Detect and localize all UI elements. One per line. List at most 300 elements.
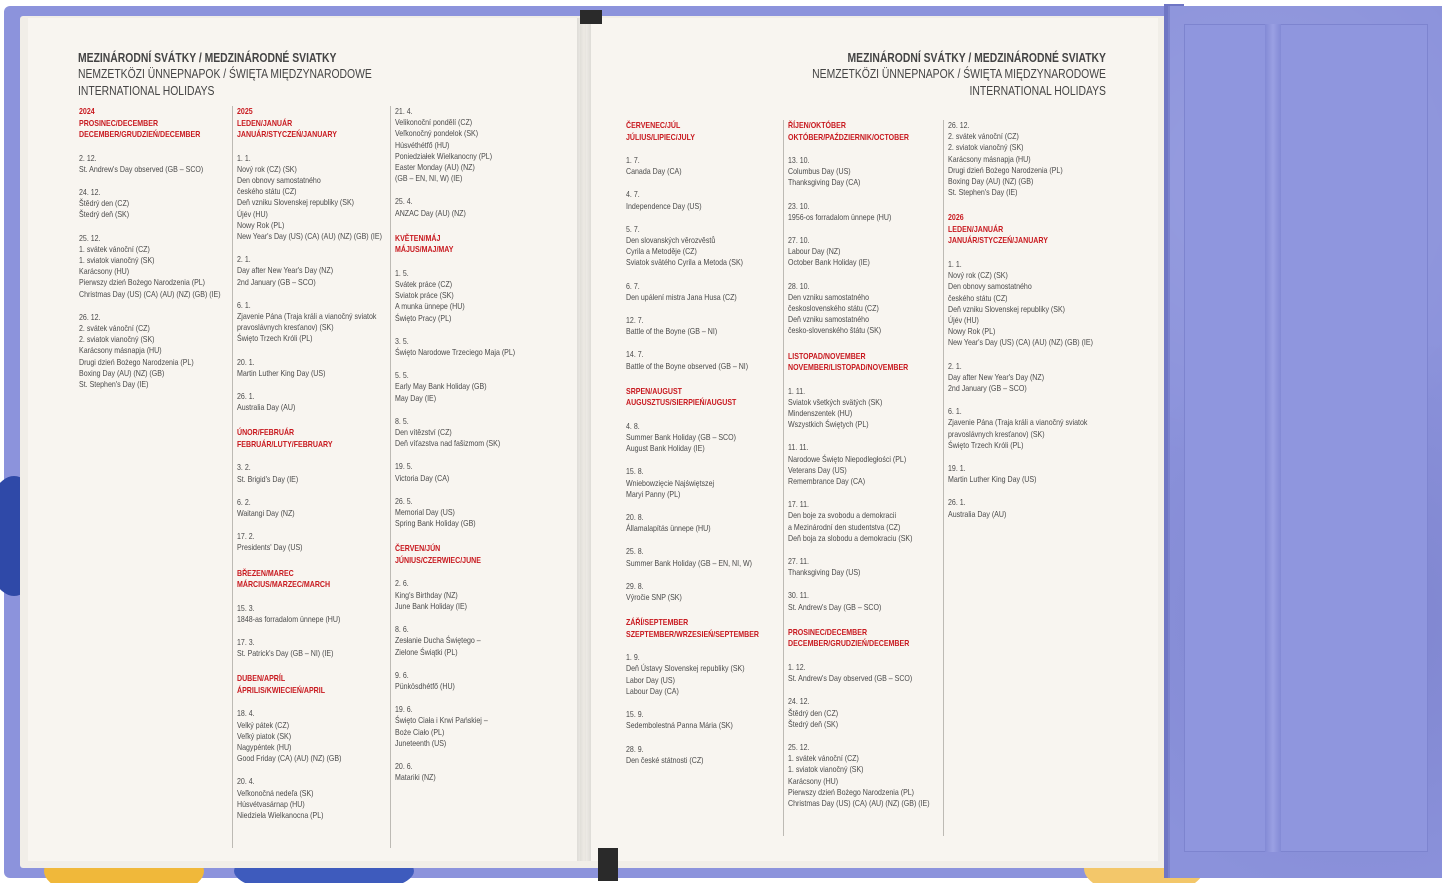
holiday-date: 24. 12. — [79, 187, 101, 197]
holiday-name: Sviatok všetkých svätých (SK) — [788, 397, 883, 407]
holiday-name: a Mezinárodní den studentstva (CZ) — [788, 522, 901, 532]
holiday-date: 3. 2. — [237, 463, 251, 473]
holiday-name: Karácsony (HU) — [788, 776, 839, 786]
month-heading — [395, 543, 528, 566]
holiday-entry — [237, 300, 392, 345]
holiday-name: Sviatok svätého Cyrila a Metoda (SK) — [626, 258, 744, 268]
holiday-name: Államalapítás ünnepe (HU) — [626, 524, 711, 534]
holiday-entry — [395, 670, 550, 692]
holiday-name: Deň vzniku Slovenskej republiky (SK) — [948, 304, 1066, 314]
header-subtitle: NEMZETKÖZI ÜNNEPNAPOK / ŚWIĘTA MIĘDZYNARODOWE — [812, 67, 1106, 81]
holiday-name: Nový rok (CZ) (SK) — [948, 271, 1008, 281]
holiday-date: 1. 12. — [788, 662, 806, 672]
month-heading — [395, 233, 528, 256]
holiday-date: 25. 4. — [395, 197, 413, 207]
month-heading-line: NOVEMBER/LISTOPAD/NOVEMBER — [788, 363, 909, 373]
holiday-entry — [237, 531, 392, 553]
holiday-name: Drugi dzień Bożego Narodzenia (PL) — [79, 357, 194, 367]
holiday-name: Boże Ciało (PL) — [395, 727, 445, 737]
holiday-entry — [237, 357, 392, 379]
holiday-date: 20. 8. — [626, 513, 644, 523]
month-heading-line: 2026 — [948, 213, 964, 223]
holiday-name: Thanksgiving Day (US) — [788, 568, 861, 578]
holiday-name: Memorial Day (US) — [395, 508, 455, 518]
holiday-entry — [626, 546, 786, 568]
holiday-date: 15. 9. — [626, 710, 644, 720]
holiday-name: Martin Luther King Day (US) — [948, 475, 1037, 485]
month-heading-line: 2025 — [237, 107, 253, 116]
month-heading-line: ŘÍJEN/OKTÓBER — [788, 121, 846, 130]
holiday-name: Újév (HU) — [237, 209, 268, 219]
holiday-name: 2. svátek vánoční (CZ) — [948, 132, 1019, 142]
holiday-entry — [237, 497, 392, 519]
holiday-entry — [948, 120, 1103, 198]
holiday-name: Den obnovy samostatného — [948, 282, 1032, 292]
holiday-name: československého státu (CZ) — [788, 304, 879, 314]
holiday-column — [79, 106, 239, 404]
holiday-date: 17. 2. — [237, 532, 255, 542]
holiday-entry — [395, 336, 550, 358]
holiday-date: 20. 6. — [395, 761, 413, 771]
holiday-name: Cyrila a Metoděje (CZ) — [626, 247, 697, 257]
month-heading-line: DUBEN/APRÍL — [237, 674, 286, 684]
holiday-date: 5. 7. — [626, 224, 640, 234]
holiday-name: 1956-os forradalom ünnepe (HU) — [788, 212, 892, 222]
holiday-date: 2. 1. — [948, 361, 962, 371]
holiday-name: Summer Bank Holiday (GB – EN, NI, W) — [626, 558, 752, 568]
holiday-date: 23. 10. — [788, 201, 810, 211]
holiday-name: Waitangi Day (NZ) — [237, 508, 295, 518]
header-subtitle-en: INTERNATIONAL HOLIDAYS — [78, 84, 215, 98]
month-heading-line: DECEMBER/GRUDZIEŃ/DECEMBER — [79, 130, 201, 139]
holiday-name: Zjavenie Pána (Traja králi a vianočný sviatok — [948, 418, 1088, 428]
holiday-name: New Year's Day (US) (CA) (AU) (NZ) (GB) (IE) — [237, 231, 382, 241]
holiday-name: Święto Narodowe Trzeciego Maja (PL) — [395, 348, 516, 358]
holiday-name: St. Andrew's Day (GB – SCO) — [788, 602, 882, 612]
month-group — [395, 106, 550, 219]
holiday-name: Štědrý den (CZ) — [788, 708, 839, 718]
holiday-date: 27. 11. — [788, 557, 810, 567]
holiday-date: 2. 12. — [79, 153, 97, 163]
holiday-entry — [948, 361, 1103, 395]
holiday-name: Nagypéntek (HU) — [237, 743, 292, 752]
holiday-name: Martin Luther King Day (US) — [237, 368, 326, 378]
holiday-date: 26. 12. — [948, 121, 970, 130]
holiday-name: Velký pátek (CZ) — [237, 720, 290, 730]
holiday-name: pravoslávnych kresťanov) (SK) — [237, 323, 334, 333]
month-heading-line: JÚNIUS/CZERWIEC/JUNE — [395, 555, 481, 565]
holiday-entry — [788, 201, 943, 223]
holiday-name: Christmas Day (US) (CA) (AU) (NZ) (GB) (IE) — [79, 289, 221, 299]
holiday-name: St. Stephen's Day (IE) — [948, 188, 1018, 198]
holiday-entry — [395, 461, 550, 483]
holiday-date: 5. 5. — [395, 371, 409, 381]
holiday-date: 26. 12. — [79, 312, 101, 322]
month-group — [395, 543, 550, 783]
holiday-entry — [237, 708, 392, 764]
holiday-entry — [237, 462, 392, 484]
holiday-entry — [626, 512, 786, 534]
flap-panel — [1184, 24, 1428, 852]
holiday-name: Canada Day (CA) — [626, 167, 682, 177]
holiday-date: 28. 10. — [788, 281, 810, 291]
month-heading — [788, 627, 921, 650]
holiday-date: 2. 1. — [237, 255, 251, 265]
holiday-entry — [626, 155, 786, 177]
holiday-date: 24. 12. — [788, 697, 810, 707]
holiday-name: Niedziela Wielkanocna (PL) — [237, 811, 324, 821]
holiday-name: 1. sviatok vianočný (SK) — [788, 765, 864, 775]
holiday-entry — [79, 153, 239, 175]
month-group — [948, 120, 1103, 198]
holiday-date: 26. 5. — [395, 496, 413, 506]
holiday-name: New Year's Day (US) (CA) (AU) (NZ) (GB) (IE) — [948, 338, 1093, 348]
holiday-name: Deň víťazstva nad fašizmom (SK) — [395, 439, 501, 449]
holiday-entry — [395, 761, 550, 783]
holiday-name: Good Friday (CA) (AU) (NZ) (GB) — [237, 754, 342, 764]
month-group — [626, 386, 786, 603]
holiday-date: 15. 8. — [626, 467, 644, 477]
holiday-name: 1. sviatok vianočný (SK) — [79, 255, 155, 265]
holiday-name: Labour Day (CA) — [626, 686, 679, 696]
month-heading — [237, 427, 370, 450]
holiday-date: 11. 11. — [788, 443, 809, 453]
holiday-date: 25. 12. — [788, 742, 810, 752]
month-heading-line: OKTÓBER/PAŹDZIERNIK/OCTOBER — [788, 132, 910, 142]
holiday-name: Early May Bank Holiday (GB) — [395, 382, 487, 392]
month-group — [237, 106, 392, 413]
month-heading — [79, 106, 217, 141]
month-heading-line: BŘEZEN/MAREC — [237, 568, 294, 578]
holiday-date: 1. 7. — [626, 156, 640, 165]
month-heading-line: DECEMBER/GRUDZIEŃ/DECEMBER — [788, 639, 910, 649]
holiday-column — [390, 106, 550, 848]
holiday-name: Australia Day (AU) — [237, 403, 296, 413]
holiday-name: Zjavenie Pána (Traja králi a vianočný sviatok — [237, 311, 377, 321]
holiday-date: 6. 7. — [626, 281, 640, 291]
holiday-entry — [237, 637, 392, 659]
holiday-date: 19. 1. — [948, 463, 966, 473]
holiday-entry — [395, 268, 550, 324]
holiday-name: Święto Ciała i Krwi Pańskiej – — [395, 716, 488, 726]
holiday-entry — [788, 281, 943, 337]
month-heading — [237, 568, 370, 591]
holiday-name: 2nd January (GB – SCO) — [948, 383, 1027, 393]
holiday-date: 8. 5. — [395, 416, 409, 426]
holiday-name: Thanksgiving Day (CA) — [788, 178, 861, 188]
holiday-name: Battle of the Boyne (GB – NI) — [626, 327, 718, 337]
left-page-header — [78, 50, 432, 100]
holiday-name: Wszystkich Świętych (PL) — [788, 420, 869, 430]
month-heading-line: KVĚTEN/MÁJ — [395, 233, 441, 243]
holiday-name: Den slovanských věrozvěstů — [626, 236, 716, 246]
holiday-date: 9. 6. — [395, 670, 409, 680]
holiday-entry — [626, 581, 786, 603]
holiday-date: 17. 11. — [788, 500, 810, 510]
month-heading-line: SZEPTEMBER/WRZESIEŃ/SEPTEMBER — [626, 629, 760, 639]
holiday-name: Święto Pracy (PL) — [395, 313, 452, 323]
holiday-name: Húsvétvasárnap (HU) — [237, 799, 305, 809]
holiday-name: Sedembolestná Panna Mária (SK) — [626, 721, 733, 731]
holiday-name: Zielone Świątki (PL) — [395, 647, 458, 657]
month-heading-line: ÁPRILIS/KWIECIEŃ/APRIL — [237, 685, 326, 695]
holiday-name: Mindenszentek (HU) — [788, 409, 853, 419]
holiday-name: Nový rok (CZ) (SK) — [237, 164, 297, 174]
holiday-date: 13. 10. — [788, 156, 810, 165]
holiday-name: Karácsony másnapja (HU) — [79, 346, 162, 356]
holiday-name: Presidents' Day (US) — [237, 543, 303, 553]
holiday-name: 2. sviatok vianočný (SK) — [948, 143, 1024, 153]
month-heading-line: ČERVENEC/JÚL — [626, 121, 681, 130]
holiday-entry — [395, 496, 550, 530]
holiday-date: 6. 1. — [948, 407, 962, 417]
holiday-entry — [948, 406, 1103, 451]
holiday-name: Labor Day (US) — [626, 675, 675, 685]
holiday-entry — [788, 235, 943, 269]
holiday-name: Štědrý den (CZ) — [79, 199, 130, 209]
holiday-name: českého státu (CZ) — [948, 293, 1008, 303]
holiday-name: Húsvéthétfő (HU) — [395, 140, 450, 150]
holiday-name: 1848-as forradalom ünnepe (HU) — [237, 614, 341, 624]
holiday-entry — [237, 254, 392, 288]
holiday-name: Svátek práce (CZ) — [395, 280, 453, 290]
month-heading-line: ZÁŘÍ/SEPTEMBER — [626, 618, 689, 628]
month-heading-line: PROSINEC/DECEMBER — [788, 627, 868, 637]
holiday-date: 18. 4. — [237, 709, 255, 719]
holiday-name: King's Birthday (NZ) — [395, 590, 458, 600]
month-heading-line: LEDEN/JANUÁR — [237, 118, 293, 128]
holiday-name: Sviatok práce (SK) — [395, 291, 454, 301]
holiday-name: Deň boja za slobodu a demokraciu (SK) — [788, 533, 913, 543]
holiday-entry — [395, 704, 550, 749]
holiday-name: August Bank Holiday (IE) — [626, 444, 705, 454]
month-heading-line: FEBRUÁR/LUTY/FEBRUARY — [237, 439, 333, 449]
holiday-date: 8. 6. — [395, 625, 409, 635]
holiday-entry — [237, 391, 392, 413]
holiday-name: Drugi dzień Bożego Narodzenia (PL) — [948, 165, 1063, 175]
holiday-entry — [626, 349, 786, 371]
month-group — [79, 106, 239, 390]
holiday-name: Wniebowzięcie Najświętszej — [626, 478, 715, 488]
holiday-name: Nowy Rok (PL) — [948, 327, 996, 337]
holiday-date: 17. 3. — [237, 637, 255, 647]
holiday-name: Narodowe Święto Niepodległości (PL) — [788, 454, 907, 464]
holiday-name: Veľkonočný pondelok (SK) — [395, 129, 479, 139]
month-group — [395, 233, 550, 530]
bookmark-ribbon-top — [580, 10, 602, 24]
month-group — [237, 568, 392, 660]
holiday-date: 4. 7. — [626, 190, 640, 200]
holiday-name: Velikonoční pondělí (CZ) — [395, 118, 473, 128]
holiday-name: Battle of the Boyne observed (GB – NI) — [626, 361, 749, 371]
holiday-name: Christmas Day (US) (CA) (AU) (NZ) (GB) (IE) — [788, 798, 930, 808]
holiday-entry — [237, 603, 392, 625]
holiday-entry — [948, 463, 1103, 485]
holiday-name: Spring Bank Holiday (GB) — [395, 519, 476, 529]
holiday-name: 1. svátek vánoční (CZ) — [788, 754, 859, 764]
holiday-entry — [788, 442, 943, 487]
holiday-name: 1. svátek vánoční (CZ) — [79, 244, 150, 254]
holiday-entry — [788, 556, 943, 578]
holiday-name: St. Andrew's Day observed (GB – SCO) — [79, 164, 204, 174]
holiday-name: 2nd January (GB – SCO) — [237, 277, 316, 287]
month-group — [626, 120, 786, 372]
holiday-column — [626, 120, 786, 780]
holiday-date: 15. 3. — [237, 603, 255, 613]
holiday-column — [783, 120, 943, 836]
holiday-name: Den boje za svobodu a demokracii — [788, 511, 897, 521]
holiday-entry — [237, 153, 392, 243]
holiday-date: 1. 9. — [626, 653, 640, 663]
holiday-name: ANZAC Day (AU) (NZ) — [395, 208, 466, 218]
holiday-entry — [395, 624, 550, 658]
holiday-name: Maryi Panny (PL) — [626, 489, 681, 499]
month-group — [788, 627, 943, 809]
holiday-entry — [626, 466, 786, 500]
left-page — [28, 18, 580, 861]
holiday-date: 27. 10. — [788, 236, 810, 246]
holiday-date: 12. 7. — [626, 316, 644, 326]
header-subtitle: NEMZETKÖZI ÜNNEPNAPOK / ŚWIĘTA MIĘDZYNARODOWE — [78, 67, 372, 81]
holiday-name: St. Brigid's Day (IE) — [237, 474, 299, 484]
holiday-name: Poniedziałek Wielkanocny (PL) — [395, 151, 493, 161]
holiday-entry — [788, 662, 943, 684]
month-group — [948, 212, 1103, 519]
holiday-name: Matariki (NZ) — [395, 773, 436, 783]
holiday-date: 29. 8. — [626, 581, 644, 591]
holiday-entry — [626, 281, 786, 303]
holiday-date: 1. 11. — [788, 386, 806, 396]
month-group — [788, 120, 943, 337]
holiday-entry — [626, 744, 786, 766]
holiday-entry — [788, 696, 943, 730]
holiday-name: St. Patrick's Day (GB – NI) (IE) — [237, 649, 334, 659]
holiday-name: Juneteenth (US) — [395, 738, 447, 748]
month-heading-line: 2024 — [79, 107, 95, 116]
holiday-date: 20. 1. — [237, 357, 255, 367]
holiday-name: Labour Day (NZ) — [788, 247, 841, 257]
holiday-date: 26. 1. — [237, 391, 255, 401]
month-heading — [788, 120, 921, 143]
holiday-entry — [395, 196, 550, 218]
holiday-name: June Bank Holiday (IE) — [395, 601, 468, 611]
holiday-name: Pierwszy dzień Bożego Narodzenia (PL) — [79, 278, 206, 288]
holiday-name: Den vítězství (CZ) — [395, 428, 452, 438]
month-heading-line: ČERVEN/JÚN — [395, 544, 441, 554]
month-heading-line: SRPEN/AUGUST — [626, 386, 682, 396]
book-gutter — [577, 18, 591, 861]
holiday-entry — [626, 189, 786, 211]
month-group — [237, 673, 392, 821]
holiday-name: Victoria Day (CA) — [395, 473, 450, 483]
holiday-entry — [788, 386, 943, 431]
holiday-date: 25. 8. — [626, 547, 644, 557]
holiday-column — [232, 106, 392, 848]
holiday-name: Zesłanie Ducha Świętego – — [395, 636, 481, 646]
holiday-entry — [395, 578, 550, 612]
holiday-entry — [395, 106, 550, 184]
holiday-name: Den vzniku samostatného — [788, 292, 870, 302]
holiday-name: Den české státnosti (CZ) — [626, 755, 704, 765]
holiday-name: (GB – EN, NI, W) (IE) — [395, 174, 463, 184]
bookmark-ribbon — [598, 848, 618, 881]
holiday-date: 14. 7. — [626, 350, 644, 360]
holiday-name: Boxing Day (AU) (NZ) (GB) — [948, 177, 1034, 187]
month-heading — [788, 351, 921, 374]
holiday-date: 19. 6. — [395, 705, 413, 715]
header-subtitle-en: INTERNATIONAL HOLIDAYS — [969, 84, 1106, 98]
holiday-name: Karácsony (HU) — [79, 267, 130, 277]
holiday-entry — [948, 259, 1103, 349]
holiday-date: 2. 6. — [395, 579, 409, 589]
holiday-name: Day after New Year's Day (NZ) — [948, 372, 1045, 382]
holiday-name: Boxing Day (AU) (NZ) (GB) — [79, 368, 165, 378]
holiday-date: 28. 9. — [626, 744, 644, 754]
holiday-entry — [395, 416, 550, 450]
holiday-name: Pierwszy dzień Bożego Narodzenia (PL) — [788, 787, 915, 797]
holiday-date: 1. 5. — [395, 268, 409, 278]
holiday-date: 4. 8. — [626, 421, 640, 431]
holiday-name: Újév (HU) — [948, 315, 979, 325]
holiday-name: českého státu (CZ) — [237, 187, 297, 197]
month-heading — [948, 212, 1081, 247]
month-heading — [237, 106, 370, 141]
holiday-name: Independence Day (US) — [626, 201, 702, 211]
holiday-entry — [79, 187, 239, 221]
month-group — [788, 351, 943, 613]
holiday-name: Remembrance Day (CA) — [788, 477, 866, 487]
month-group — [237, 427, 392, 553]
right-page — [586, 18, 1158, 861]
flap-crease — [1265, 24, 1281, 852]
holiday-name: Day after New Year's Day (NZ) — [237, 266, 334, 276]
holiday-name: Święto Trzech Króli (PL) — [948, 440, 1024, 450]
header-title: MEZINÁRODNÍ SVÁTKY / MEDZINÁRODNÉ SVIATKY — [847, 51, 1106, 65]
holiday-name: Pünkösdhétfő (HU) — [395, 681, 455, 691]
holiday-entry — [79, 233, 239, 300]
holiday-date: 26. 1. — [948, 498, 966, 508]
month-heading — [626, 386, 764, 409]
month-heading-line: LEDEN/JANUÁR — [948, 224, 1004, 234]
holiday-name: Deň vzniku samostatného — [788, 315, 870, 325]
holiday-name: Nowy Rok (PL) — [237, 220, 285, 230]
holiday-name: pravoslávnych kresťanov) (SK) — [948, 429, 1045, 439]
month-heading — [626, 617, 764, 640]
holiday-name: St. Andrew's Day observed (GB – SCO) — [788, 674, 913, 684]
month-heading-line: MÁRCIUS/MARZEC/MARCH — [237, 580, 331, 590]
holiday-date: 19. 5. — [395, 462, 413, 472]
holiday-name: 2. svátek vánoční (CZ) — [79, 323, 150, 333]
month-heading — [237, 673, 370, 696]
holiday-name: Štedrý deň (SK) — [79, 210, 130, 220]
holiday-name: Výročie SNP (SK) — [626, 593, 682, 603]
holiday-entry — [395, 370, 550, 404]
holiday-entry — [626, 709, 786, 731]
month-heading-line: JÚLIUS/LIPIEC/JULY — [626, 132, 696, 142]
holiday-name: Štedrý deň (SK) — [788, 719, 839, 729]
holiday-date: 3. 5. — [395, 336, 409, 346]
header-title: MEZINÁRODNÍ SVÁTKY / MEDZINÁRODNÉ SVIATKY — [78, 51, 337, 65]
holiday-date: 6. 1. — [237, 300, 251, 310]
holiday-name: A munka ünnepe (HU) — [395, 302, 465, 312]
holiday-date: 1. 1. — [237, 153, 251, 163]
holiday-date: 20. 4. — [237, 777, 255, 787]
holiday-name: Den obnovy samostatného — [237, 175, 321, 185]
right-page-header — [752, 50, 1106, 100]
holiday-entry — [948, 497, 1103, 519]
holiday-date: 30. 11. — [788, 591, 810, 601]
holiday-entry — [626, 421, 786, 455]
